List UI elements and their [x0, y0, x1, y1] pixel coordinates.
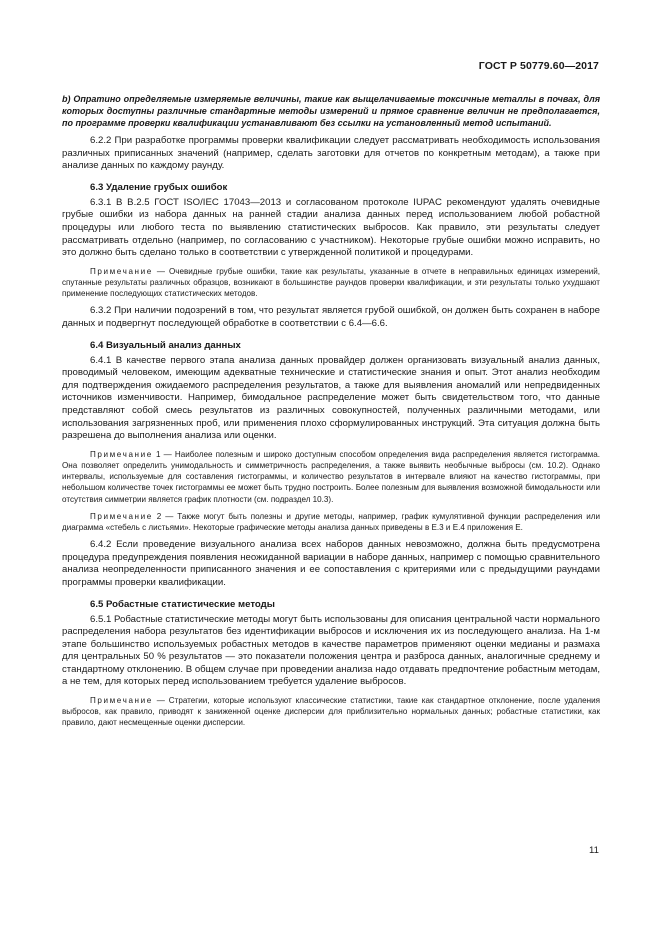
page-number: 11 — [589, 845, 599, 856]
para-6-3-2: 6.3.2 При наличии подозрений в том, что результат является грубой ошибкой, он должен быть сохранен в наборе данных и подвергнут последующей обработке в соответствии с 6.4—6.6. — [62, 305, 600, 329]
note-6-4-2 — [62, 511, 600, 533]
note-label: Примечание — [90, 449, 153, 459]
note-label: Примечание — [90, 511, 153, 521]
note-6-3 — [62, 266, 600, 300]
note-text: — Очевидные грубые ошибки, такие как результаты, указанные в отчете в неправильных единицах измерений, спутанные результаты различных образцов, возникают в большинстве раундов проверки квалификации, и эти результаты только ухудшают применение последующих статистических методов. — [62, 266, 600, 299]
doc-header: ГОСТ Р 50779.60—2017 — [478, 60, 599, 72]
note-text: — Стратегии, которые используют классические статистики, такие как стандартное отклонение, после удаления выбросов, как правило, приводят к заниженной оценке дисперсии для приблизительно нормальных данных; робастные статистики, как правило, дают несмещенные оценки дисперсии. — [62, 696, 600, 728]
heading-6-5: 6.5 Робастные статистические методы — [90, 598, 275, 610]
para-6-3-1: 6.3.1 В В.2.5 ГОСТ ISO/IEC 17043—2013 и согласованом протоколе IUPAC рекомендуют удалять очевидные грубые ошибки из набора данных на ранней стадии анализа данных перед использованием любой робастной процедуры или любого теста по выявлению статистических выбросов. Как правило, эти результаты следует рассматривать отдельно (например, по согласованию с участником). Некоторые грубые ошибки можно исправить, но это должно быть сделано только в соответствии с утвержденной политикой и процедурами. — [62, 196, 600, 259]
note-text: 1 — Наиболее полезным и широко доступным способом определения вида распределения является гистограмма. Она позволяет определить унимодальность и симметричность распределения, а также выявить необычные выбросы (см. 10.2). Однако интервалы, используемые для составления гистограммы, и количество результатов в интервале влияют на качество гистограммы, при небольшом количестве точек гистограммы ее может быть трудно построить. Более полезным для выявления возможной бимодальности или отсутствия симметрии является график плотности (см. подраздел 10.3). — [62, 449, 600, 504]
note-6-4-1 — [62, 449, 600, 505]
para-6-4-2: 6.4.2 Если проведение визуального анализа всех наборов данных невозможно, должна быть предусмотрена процедура предупреждения появления неожиданной вариации в наборе данных, например с помощью сравнительного анализа неопределенности приписанного значения и ее сопоставления с критериями или с предыдущими раундами программы проверки квалификации. — [62, 539, 600, 588]
heading-6-3: 6.3 Удаление грубых ошибок — [90, 181, 228, 193]
note-text: 2 — Также могут быть полезны и другие методы, например, график кумулятивной функции распределения или диаграмма «стебель с листьями». Некоторые графические методы анализа данных приведены в Е.3 и Е.4 приложения Е. — [62, 511, 600, 532]
para-6-4-1: 6.4.1 В качестве первого этапа анализа данных провайдер должен организовать визуальный анализ данных, проводимый человеком, имеющим адекватные технические и статистические знания и опыт. Этот анализ необходим для подтверждения ожидаемого распределения результатов, а также для выявления аномалий или непредвиденных источников изменчивости. Например, бимодальное распределение может быть свидетельством того, что данные представляют собой смесь результатов из различных совокупностей, полученных различными методами, или использования загрязненных проб, или применения плохо сформулированных инструкций. Эта ситуация должна быть разрешена до выполнения анализа или оценки. — [62, 354, 600, 442]
note-label: Примечание — [90, 266, 153, 276]
heading-6-4: 6.4 Визуальный анализ данных — [90, 339, 241, 351]
page-content — [62, 88, 600, 729]
note-6-5 — [62, 695, 600, 729]
para-6-5-1: 6.5.1 Робастные статистические методы могут быть использованы для описания центральной части нормального распределения набора результатов без идентификации выбросов и исключения их из последующего анализа. На 1-м этапе большинство используемых робастных методов в качестве параметров применяют оценки медианы и размаха для центральных 50 % результатов — это показатели положения центра и разброса данных, аналогичные среднему и стандартному отклонению. В общем случае при проведении анализа надо отдавать предпочтение робастным методам, а не тем, для которых перед использованием требуется удаление выбросов. — [62, 613, 600, 688]
note-label: Примечание — [90, 696, 153, 706]
lead-item-b: b) Опратино определяемые измеряемые величины, такие как выщелачиваемые токсичные металлы в почвах, для которых доступны различные стандартные методы измерений и прямое сравнение величин не предполагается, по программе проверки квалификации устанавливают без ссылки на установленный метод испытаний. — [62, 94, 600, 128]
para-6-2-2: 6.2.2 При разработке программы проверки квалификации следует рассматривать необходимость использования различных приписанных значений (например, сделать заготовки для отчетов по конкретным методам), а также при анализе данных по каждому раунду. — [62, 135, 600, 172]
